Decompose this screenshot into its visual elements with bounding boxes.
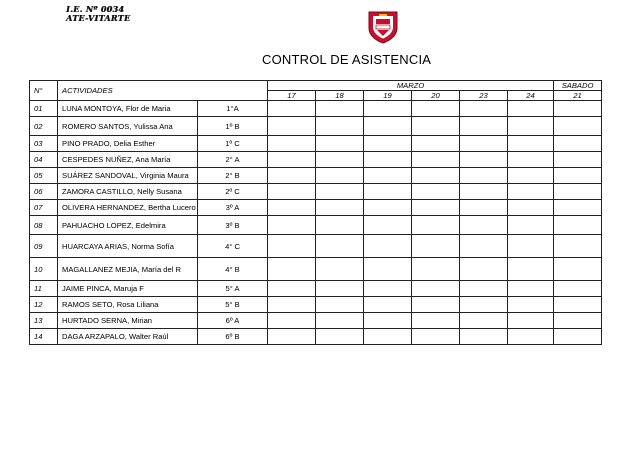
attendance-cell[interactable] [364, 168, 412, 184]
row-name: RAMOS SETO, Rosa Liliana [58, 297, 198, 313]
attendance-cell[interactable] [316, 313, 364, 329]
row-grade: 1º C [198, 136, 268, 152]
row-name: JAIME PINCA, Maruja F [58, 281, 198, 297]
attendance-cell[interactable] [460, 258, 508, 281]
row-number: 01 [30, 101, 58, 117]
attendance-cell[interactable] [364, 329, 412, 345]
table-row [30, 313, 602, 329]
row-name: CESPEDES NUÑEZ, Ana María [58, 152, 198, 168]
attendance-cell[interactable] [460, 168, 508, 184]
attendance-cell[interactable] [554, 329, 602, 345]
attendance-cell[interactable] [268, 184, 316, 200]
row-number: 05 [30, 168, 58, 184]
attendance-cell[interactable] [412, 258, 460, 281]
table-row [30, 329, 602, 345]
school-name-line2: ATE-VITARTE [66, 13, 131, 23]
table-row [30, 184, 602, 200]
attendance-cell[interactable] [460, 200, 508, 216]
attendance-cell[interactable] [268, 216, 316, 235]
table-row [30, 152, 602, 168]
attendance-table [29, 80, 602, 345]
row-name: OLIVERA HERNANDEZ, Bertha Lucero [58, 200, 198, 216]
row-name: MAGALLANEZ MEJIA, María del R [58, 258, 198, 281]
attendance-cell[interactable] [460, 184, 508, 200]
attendance-cell[interactable] [554, 168, 602, 184]
row-grade: 3º B [198, 216, 268, 235]
attendance-cell[interactable] [316, 329, 364, 345]
attendance-cell[interactable] [316, 200, 364, 216]
attendance-cell[interactable] [460, 313, 508, 329]
attendance-cell[interactable] [268, 200, 316, 216]
row-number: 03 [30, 136, 58, 152]
school-crest-icon [367, 10, 399, 44]
header-day: 18 [316, 91, 364, 101]
table-row [30, 117, 602, 136]
attendance-cell[interactable] [316, 117, 364, 136]
row-grade: 4° C [198, 235, 268, 258]
header-day: 20 [412, 91, 460, 101]
attendance-cell[interactable] [364, 152, 412, 168]
attendance-cell[interactable] [554, 200, 602, 216]
attendance-cell[interactable] [412, 329, 460, 345]
attendance-cell[interactable] [316, 101, 364, 117]
table-row [30, 216, 602, 235]
attendance-cell[interactable] [554, 313, 602, 329]
attendance-cell[interactable] [268, 117, 316, 136]
row-number: 11 [30, 281, 58, 297]
row-name: HUARCAYA ARIAS, Norma Sofía [58, 235, 198, 258]
attendance-cell[interactable] [412, 136, 460, 152]
attendance-cell[interactable] [508, 200, 554, 216]
attendance-cell[interactable] [460, 281, 508, 297]
attendance-cell[interactable] [268, 329, 316, 345]
attendance-cell[interactable] [554, 152, 602, 168]
attendance-cell[interactable] [460, 101, 508, 117]
row-number: 08 [30, 216, 58, 235]
table-row [30, 281, 602, 297]
row-grade: 1°A [198, 101, 268, 117]
row-grade: 1º B [198, 117, 268, 136]
row-name: ROMERO SANTOS, Yulissa Ana [58, 117, 198, 136]
attendance-cell[interactable] [364, 281, 412, 297]
attendance-cell[interactable] [316, 281, 364, 297]
attendance-cell[interactable] [316, 136, 364, 152]
row-number: 09 [30, 235, 58, 258]
attendance-cell[interactable] [460, 329, 508, 345]
attendance-cell[interactable] [412, 216, 460, 235]
table-row [30, 200, 602, 216]
attendance-cell[interactable] [364, 297, 412, 313]
attendance-cell[interactable] [412, 235, 460, 258]
row-number: 13 [30, 313, 58, 329]
row-number: 06 [30, 184, 58, 200]
attendance-cell[interactable] [316, 184, 364, 200]
row-grade: 2° B [198, 168, 268, 184]
row-name: HURTADO SERNA, Mirian [58, 313, 198, 329]
attendance-cell[interactable] [364, 216, 412, 235]
row-number: 07 [30, 200, 58, 216]
attendance-cell[interactable] [554, 235, 602, 258]
attendance-cell[interactable] [412, 152, 460, 168]
attendance-cell[interactable] [412, 200, 460, 216]
page-title: CONTROL DE ASISTENCIA [262, 52, 432, 67]
attendance-cell[interactable] [412, 184, 460, 200]
attendance-cell[interactable] [412, 101, 460, 117]
table-row [30, 136, 602, 152]
attendance-cell[interactable] [554, 281, 602, 297]
table-row [30, 258, 602, 281]
row-number: 10 [30, 258, 58, 281]
attendance-cell[interactable] [508, 117, 554, 136]
attendance-cell[interactable] [554, 136, 602, 152]
school-name [66, 5, 130, 23]
attendance-cell[interactable] [268, 101, 316, 117]
header-day: 17 [268, 91, 316, 101]
row-grade: 5° A [198, 281, 268, 297]
attendance-cell[interactable] [508, 101, 554, 117]
attendance-cell[interactable] [554, 184, 602, 200]
attendance-cell[interactable] [508, 235, 554, 258]
row-name: LUNA MONTOYA, Flor de Maria [58, 101, 198, 117]
attendance-cell[interactable] [364, 184, 412, 200]
row-grade: 6º B [198, 329, 268, 345]
attendance-cell[interactable] [316, 258, 364, 281]
row-name: PAHUACHO LOPEZ, Edelmira [58, 216, 198, 235]
header-day: 19 [364, 91, 412, 101]
row-grade: 6º A [198, 313, 268, 329]
attendance-cell[interactable] [268, 281, 316, 297]
attendance-cell[interactable] [364, 313, 412, 329]
header-month: MARZO [268, 81, 554, 91]
row-number: 14 [30, 329, 58, 345]
attendance-cell[interactable] [554, 258, 602, 281]
header-saturday: SABADO [554, 81, 602, 91]
attendance-cell[interactable] [554, 297, 602, 313]
row-grade: 4° B [198, 258, 268, 281]
attendance-cell[interactable] [316, 235, 364, 258]
attendance-cell[interactable] [508, 281, 554, 297]
attendance-cell[interactable] [316, 216, 364, 235]
attendance-cell[interactable] [316, 168, 364, 184]
row-name: DAGA ARZAPALO, Walter Raúl [58, 329, 198, 345]
attendance-cell[interactable] [412, 281, 460, 297]
attendance-cell[interactable] [364, 101, 412, 117]
attendance-cell[interactable] [412, 313, 460, 329]
row-name: PINO PRADO, Delia Esther [58, 136, 198, 152]
attendance-cell[interactable] [364, 136, 412, 152]
attendance-cell[interactable] [460, 136, 508, 152]
attendance-cell[interactable] [268, 313, 316, 329]
row-number: 12 [30, 297, 58, 313]
attendance-cell[interactable] [268, 152, 316, 168]
attendance-cell[interactable] [554, 117, 602, 136]
table-row [30, 168, 602, 184]
attendance-cell[interactable] [508, 184, 554, 200]
attendance-cell[interactable] [508, 313, 554, 329]
attendance-cell[interactable] [268, 258, 316, 281]
attendance-cell[interactable] [508, 297, 554, 313]
table-row [30, 235, 602, 258]
row-grade: 3º A [198, 200, 268, 216]
header-number: N° [30, 81, 58, 101]
row-grade: 2° A [198, 152, 268, 168]
attendance-cell[interactable] [412, 168, 460, 184]
attendance-cell[interactable] [316, 152, 364, 168]
attendance-cell[interactable] [508, 329, 554, 345]
attendance-cell[interactable] [364, 235, 412, 258]
attendance-cell[interactable] [508, 152, 554, 168]
attendance-cell[interactable] [268, 136, 316, 152]
table-row [30, 297, 602, 313]
header-day: 21 [554, 91, 602, 101]
attendance-cell[interactable] [412, 117, 460, 136]
attendance-cell[interactable] [508, 258, 554, 281]
attendance-cell[interactable] [316, 297, 364, 313]
attendance-cell[interactable] [508, 136, 554, 152]
table-header-row [30, 81, 602, 91]
header-day: 23 [460, 91, 508, 101]
attendance-cell[interactable] [460, 216, 508, 235]
header-activities: ACTIVIDADES [58, 81, 268, 101]
attendance-cell[interactable] [364, 117, 412, 136]
attendance-cell[interactable] [412, 297, 460, 313]
attendance-cell[interactable] [460, 152, 508, 168]
attendance-cell[interactable] [460, 117, 508, 136]
attendance-cell[interactable] [268, 235, 316, 258]
row-name: ZAMORA CASTILLO, Nelly Susana [58, 184, 198, 200]
row-number: 04 [30, 152, 58, 168]
school-name-line1: I.E. Nº 0034 [66, 4, 125, 14]
attendance-cell[interactable] [268, 168, 316, 184]
attendance-cell[interactable] [460, 235, 508, 258]
row-number: 02 [30, 117, 58, 136]
attendance-cell[interactable] [460, 297, 508, 313]
row-grade: 5° B [198, 297, 268, 313]
row-name: SUÁREZ SANDOVAL, Virginia Maura [58, 168, 198, 184]
table-row [30, 101, 602, 117]
attendance-cell[interactable] [364, 200, 412, 216]
attendance-cell[interactable] [554, 216, 602, 235]
row-grade: 2º C [198, 184, 268, 200]
attendance-cell[interactable] [554, 101, 602, 117]
attendance-cell[interactable] [268, 297, 316, 313]
attendance-cell[interactable] [508, 216, 554, 235]
attendance-cell[interactable] [364, 258, 412, 281]
header-day: 24 [508, 91, 554, 101]
attendance-cell[interactable] [508, 168, 554, 184]
